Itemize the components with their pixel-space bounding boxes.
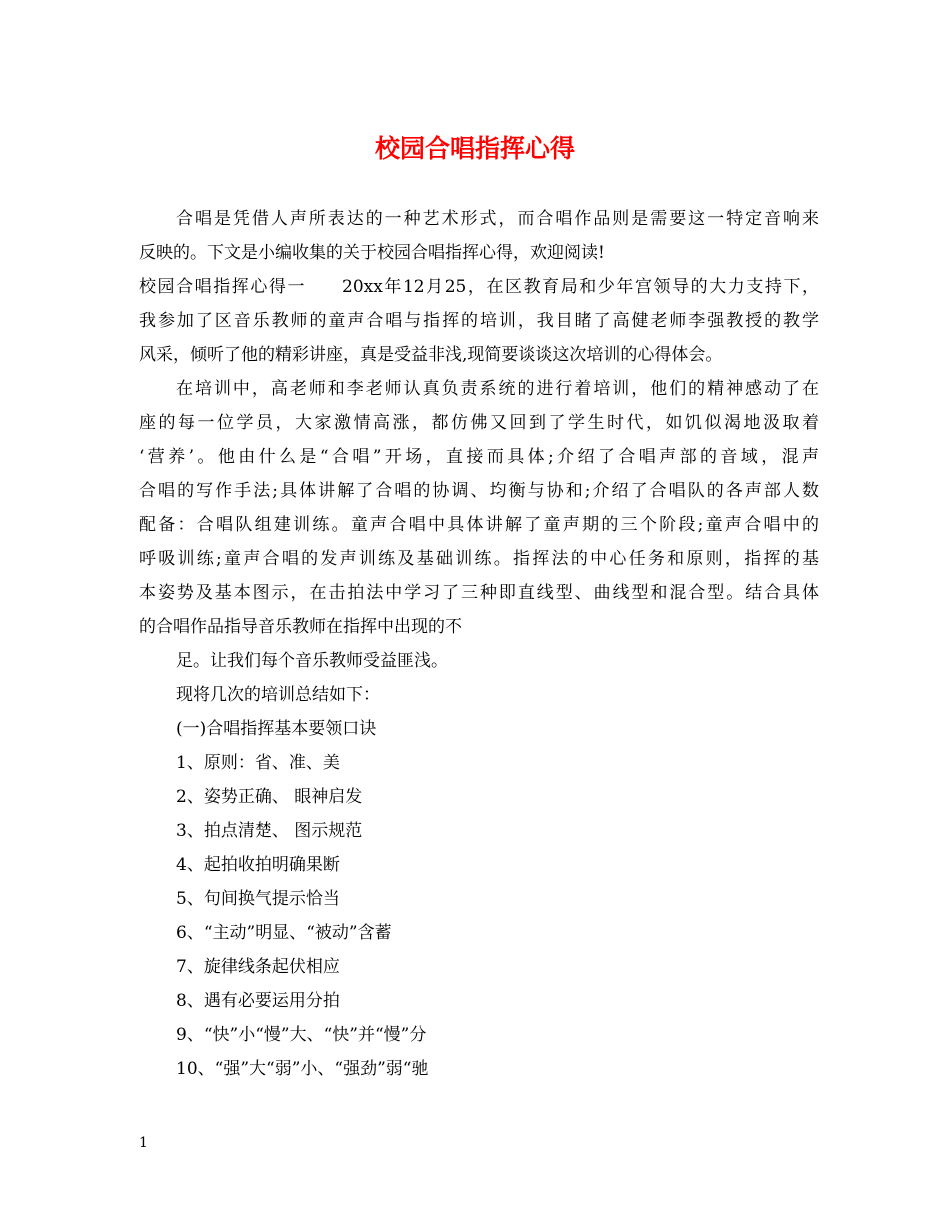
section-1-line-2: 我参加了区音乐教师的童声合唱与指挥的培训，我目睹了高健老师李强教授的教学 [139,311,819,331]
list-item: 7、旋律线条起伏相应 [176,957,340,977]
document-title: 校园合唱指挥心得 [374,134,575,163]
list-item: 2、姿势正确、 眼神启发 [176,787,363,807]
intro-line-1: 合唱是凭借人声所表达的一种艺术形式，而合唱作品则是需要这一特定音响来 [176,209,819,229]
list-item: 8、遇有必要运用分拍 [176,991,340,1011]
paragraph-3: 足。让我们每个音乐教师受益匪浅。 [176,651,448,671]
list-item: 10、“强”大“弱”小、“强劲”弱“驰 [176,1059,429,1079]
list-item: 9、“快”小“慢”大、“快”并“慢”分 [176,1025,427,1045]
intro-line-2: 反映的。下文是小编收集的关于校园合唱指挥心得，欢迎阅读! [139,243,605,263]
document-body [139,202,819,1086]
section-1-heading: 校园合唱指挥心得一 [139,277,307,297]
paragraph-2-line-2: 座的每一位学员，大家激情高涨，都仿佛又回到了学生时代，如饥似渴地汲取着 [139,413,819,433]
paragraph-2-line-3: ‘营养’。他由什么是“合唱”开场，直接而具体;介绍了合唱声部的音域，混声 [139,447,819,467]
page-number: 1 [139,1135,148,1151]
paragraph-2-line-4: 合唱的写作手法;具体讲解了合唱的协调、均衡与协和;介绍了合唱队的各声部人数 [139,481,819,501]
paragraph-2-line-8: 的合唱作品指导音乐教师在指挥中出现的不 [139,617,462,637]
section-1-first-line [139,270,819,304]
section-1-line-3: 风采，倾听了他的精彩讲座，真是受益非浅,现简要谈谈这次培训的心得体会。 [139,345,723,365]
summary-intro: 现将几次的培训总结如下： [176,685,380,705]
subheading: (一)合唱指挥基本要领口诀 [176,719,377,739]
list-item: 1、原则：省、准、美 [176,753,340,773]
paragraph-2-line-6: 呼吸训练;童声合唱的发声训练及基础训练。指挥法的中心任务和原则，指挥的基 [139,549,819,569]
section-1-date-text: 20xx年12月25，在区教育局和少年宫领导的大力支持下， [342,277,819,297]
list-item: 6、“主动”明显、“被动”含蓄 [176,923,392,943]
list-item: 5、句间换气提示恰当 [176,889,340,909]
list-item: 4、起拍收拍明确果断 [176,855,340,875]
paragraph-2-line-1: 在培训中，高老师和李老师认真负责系统的进行着培训，他们的精神感动了在 [176,379,819,399]
paragraph-2-line-7: 本姿势及基本图示，在击拍法中学习了三种即直线型、曲线型和混合型。结合具体 [139,583,819,603]
list-item: 3、拍点清楚、 图示规范 [176,821,363,841]
paragraph-2-line-5: 配备：合唱队组建训练。童声合唱中具体讲解了童声期的三个阶段;童声合唱中的 [139,515,819,535]
